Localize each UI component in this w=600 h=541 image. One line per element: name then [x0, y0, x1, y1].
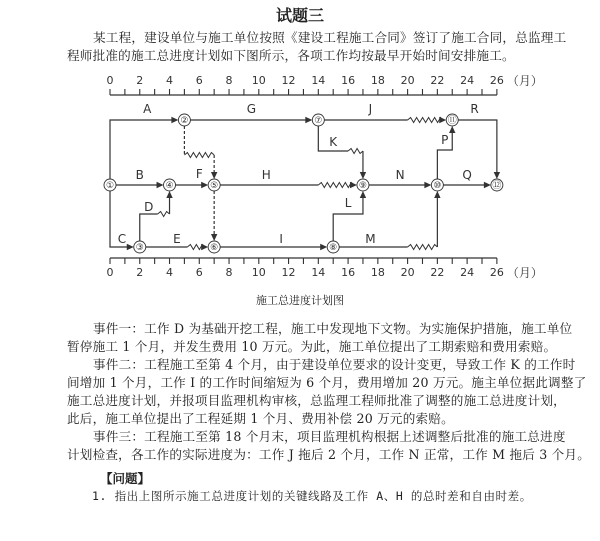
top-axis-tick-label: 0	[106, 74, 114, 87]
bottom-axis-tick-label: 16	[341, 266, 356, 279]
event-line: 事件一：工作 D 为基础开挖工程，施工中发现地下文物。为实施保护措施，施工单位	[93, 321, 573, 336]
page-title: 试题三	[275, 6, 324, 25]
activity-label-P: P	[441, 133, 449, 147]
event-line: 暂停施工 1 个月，并发生费用 10 万元。为此，施工单位提出了工期索赔和费用索赔。	[67, 339, 557, 354]
activity-label-D: D	[144, 200, 154, 214]
node-label: ⑦	[314, 116, 323, 126]
top-axis-tick-label: 4	[166, 74, 174, 87]
activity-label-R: R	[470, 102, 479, 116]
activity-R	[452, 120, 497, 174]
node-label: ③	[135, 243, 144, 253]
activity-label-Q: Q	[462, 168, 472, 182]
free-float-wave	[348, 149, 363, 154]
free-float-wave	[408, 118, 442, 123]
bottom-axis-tick-label: 24	[460, 266, 475, 279]
bottom-axis-tick-label: 18	[370, 266, 385, 279]
diagram-caption: 施工总进度计划图	[256, 294, 344, 307]
node-label: ②	[180, 116, 189, 126]
free-float-wave	[184, 153, 214, 158]
event-line: 计划检查，各工作的实际进度为：工作 J 拖后 2 个月，工作 N 正常，工作 M 拖后 3 个月。	[67, 447, 591, 462]
arrowhead-icon	[211, 172, 217, 179]
event-line: 事件三：工程施工至第 18 个月末，项目监理机构根据上述调整后批准的施工总进度	[93, 429, 566, 444]
bottom-axis-tick-label: 22	[430, 266, 445, 279]
node-label: ①	[105, 181, 115, 191]
activity-label-I: I	[279, 232, 283, 246]
event-line: 事件二：工程施工至第 4 个月，由于建设单位要求的设计变更，导致工作 K 的工作时	[93, 357, 576, 372]
bottom-axis-tick-label: 14	[311, 266, 326, 279]
activity-label-E: E	[173, 232, 181, 246]
node-label: ⑧	[329, 243, 338, 253]
node-label: ⑥	[210, 243, 219, 253]
arrowhead-icon	[211, 234, 217, 241]
activity-D	[140, 214, 158, 241]
bottom-axis-unit: （月）	[506, 266, 543, 280]
event-line: 间增加 1 个月，工作 I 的工作时间缩短为 6 个月，费用增加 20 万元。施主单位据此调整了	[67, 375, 587, 390]
top-axis-tick-label: 26	[489, 74, 504, 87]
top-axis-tick-label: 16	[341, 74, 356, 87]
intro-line: 程师批准的施工总进度计划如下图所示，各项工作均按最早开始时间安排施工。	[67, 48, 515, 63]
activity-label-B: B	[135, 168, 144, 182]
node-label: ⑪	[447, 116, 457, 126]
node-label: ⑨	[358, 181, 367, 191]
bottom-axis-tick-label: 12	[281, 266, 296, 279]
node-label: ④	[165, 181, 174, 191]
top-axis-tick-label: 22	[430, 74, 445, 87]
top-axis-tick-label: 6	[195, 74, 203, 87]
activity-label-M: M	[365, 232, 376, 246]
bottom-axis-tick-label: 6	[195, 266, 203, 279]
activity-label-C: C	[117, 232, 127, 246]
top-axis-tick-label: 10	[251, 74, 266, 87]
bottom-axis-tick-label: 8	[225, 266, 233, 279]
top-axis-tick-label: 14	[311, 74, 326, 87]
arrowhead-icon	[439, 117, 446, 123]
activity-label-A: A	[143, 102, 152, 116]
bottom-axis-tick-label: 4	[166, 266, 174, 279]
bottom-axis-tick-label: 2	[136, 266, 144, 279]
bottom-axis-tick-label: 26	[489, 266, 504, 279]
node-label: ⑤	[210, 181, 219, 191]
activity-label-L: L	[344, 196, 352, 210]
top-axis-unit: （月）	[506, 74, 543, 88]
top-axis-tick-label: 12	[281, 74, 296, 87]
event-line: 此后，施工单位提出了工程延期 1 个月、费用补偿 20 万元的索赔。	[67, 411, 454, 426]
event-line: 施工总进度计划，并报项目监理机构审核，总监理工程师批准了调整的施工总进度计划，	[67, 393, 566, 408]
activity-label-H: H	[261, 168, 271, 182]
free-float-wave	[318, 183, 354, 188]
question-heading: 【问题】	[100, 471, 151, 486]
bottom-axis-tick-label: 10	[251, 266, 266, 279]
activity-label-G: G	[246, 102, 257, 116]
activity-label-N: N	[395, 168, 405, 182]
bottom-axis-tick-label: 20	[400, 266, 415, 279]
activity-label-J: J	[368, 102, 373, 116]
intro-line: 某工程，建设单位与施工单位按照《建设工程施工合同》签订了施工合同，总监理工	[93, 30, 567, 45]
node-label: ⑩	[433, 181, 442, 191]
top-axis-tick-label: 24	[460, 74, 475, 87]
top-axis-tick-label: 8	[225, 74, 233, 87]
activity-label-K: K	[329, 135, 338, 149]
top-axis-tick-label: 2	[136, 74, 144, 87]
bottom-axis-tick-label: 0	[106, 266, 114, 279]
top-axis-tick-label: 20	[400, 74, 415, 87]
top-axis-tick-label: 18	[370, 74, 385, 87]
node-label: ⑫	[492, 181, 502, 191]
free-float-wave	[408, 245, 438, 250]
free-float-wave	[158, 212, 170, 217]
question-1: 1. 指出上图所示施工总进度计划的关键线路及工作 A、H 的总时差和自由时差。	[92, 489, 532, 503]
activity-label-F: F	[195, 167, 203, 181]
